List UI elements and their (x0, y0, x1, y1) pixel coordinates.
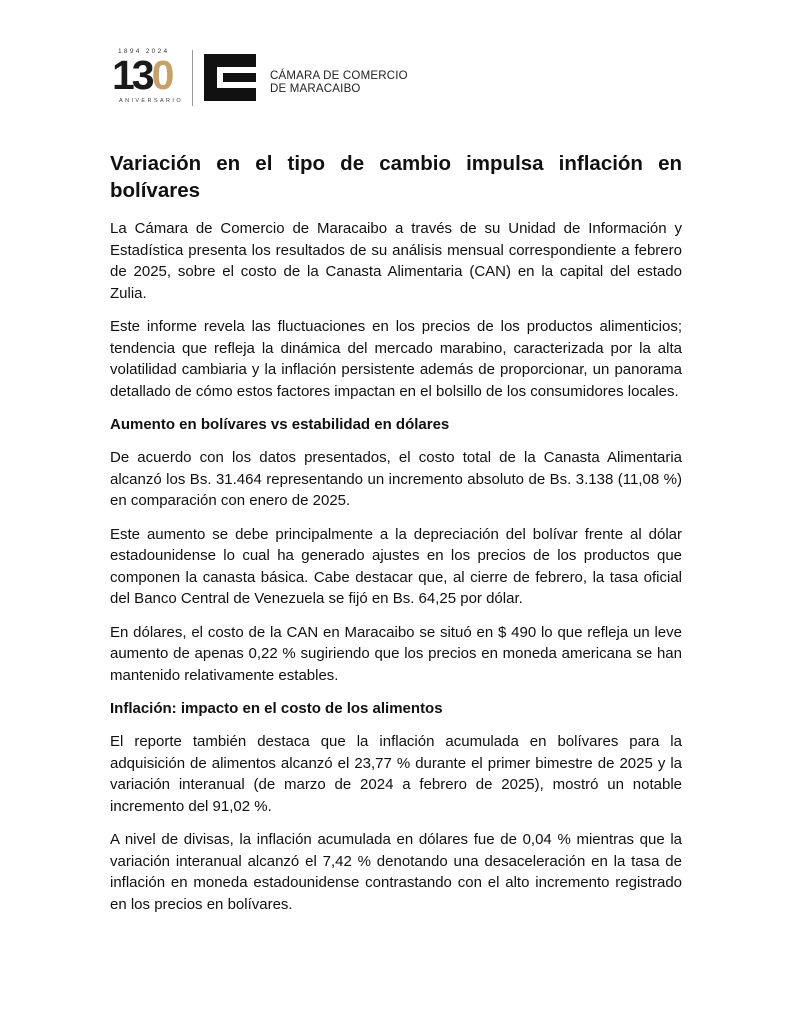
logo-name-line-1: CÁMARA DE COMERCIO (270, 70, 408, 82)
section-heading-bolivares-vs-dolares: Aumento en bolívares vs estabilidad en dólares (110, 416, 450, 433)
chamber-logo-icon (204, 54, 256, 101)
logo-number-zero: 0 (151, 52, 172, 98)
logo-anniversary-number (112, 52, 171, 98)
logo-name-line-2: DE MARACAIBO (270, 83, 361, 95)
logo-number-prefix: 13 (112, 52, 152, 98)
logo-organization-name (270, 70, 408, 96)
logo-years: 1894 2024 (118, 48, 170, 55)
logo-divider (192, 50, 193, 106)
section-2-paragraph-2: A nivel de divisas, la inflación acumulada en dólares fue de 0,04 % mientras que la variación interanual alcanzó el 7,42 % denotando una desaceleración en la tasa de inflación en moneda estadounidense contrastando con el alto incremento registrado en los precios en bolívares. (110, 831, 682, 913)
section-2-paragraph-1: El reporte también destaca que la inflación acumulada en bolívares para la adquisición de alimentos alcanzó el 23,77 % durante el primer bimestre de 2025 y la variación interanual (de marzo de 2024 a febrero de 2025), mostró un notable incremento del 91,02 %. (110, 733, 682, 815)
intro-paragraph-1: La Cámara de Comercio de Maracaibo a través de su Unidad de Información y Estadística presenta los resultados de su análisis mensual correspondiente a febrero de 2025, sobre el costo de la Canasta Alimentaria (CAN) en la capital del estado Zulia. (110, 220, 682, 302)
intro-paragraph-2: Este informe revela las fluctuaciones en los precios de los productos alimenticios; tendencia que refleja la dinámica del mercado marabino, caracterizada por la alta volatilidad cambiaria y la inflación persistente además de proporcionar, un panorama detallado de cómo estos factores impactan en el bolsillo de los consumidores locales. (110, 318, 682, 400)
article-body (110, 150, 682, 927)
logo-anniversary-label: ANIVERSARIO (119, 98, 183, 104)
section-1-paragraph-3: En dólares, el costo de la CAN en Maracaibo se situó en $ 490 lo que refleja un leve aumento de apenas 0,22 % sugiriendo que los precios en moneda americana se han mantenido relativamente estables. (110, 623, 682, 684)
section-1-paragraph-2: Este aumento se debe principalmente a la depreciación del bolívar frente al dólar estadounidense lo cual ha generado ajustes en los precios de los productos que componen la canasta básica. Cabe destacar que, al cierre de febrero, la tasa oficial del Banco Central de Venezuela se fijó en Bs. 64,25 por dólar. (110, 525, 682, 607)
article-title: Variación en el tipo de cambio impulsa inflación en bolívares (110, 152, 682, 202)
section-1-paragraph-1: De acuerdo con los datos presentados, el costo total de la Canasta Alimentaria alcanzó los Bs. 31.464 representando un incremento absoluto de Bs. 3.138 (11,08 %) en comparación con enero de 2025. (110, 449, 682, 509)
section-heading-inflacion: Inflación: impacto en el costo de los alimentos (110, 700, 443, 717)
header-logo (110, 48, 410, 108)
